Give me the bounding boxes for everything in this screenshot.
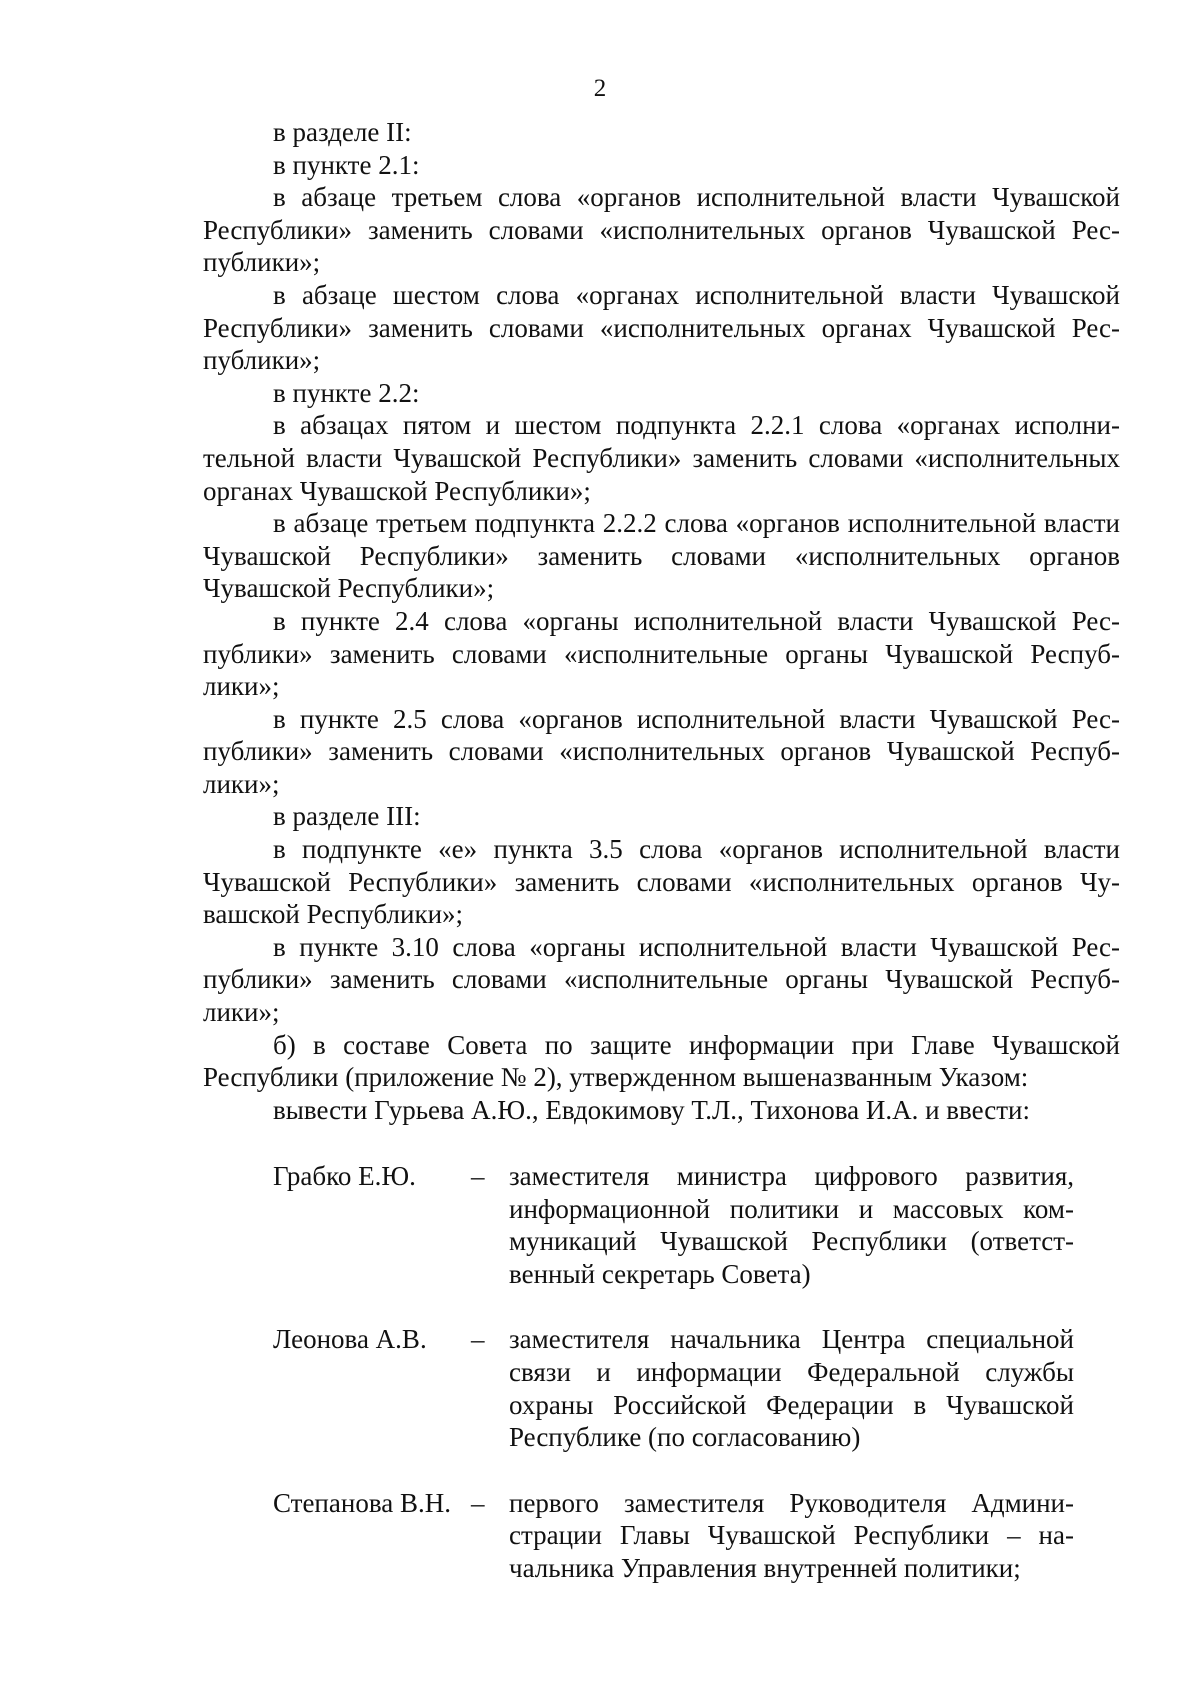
member-dash: – xyxy=(471,1161,485,1191)
council-members-list xyxy=(203,1160,1120,1618)
paragraph: в абзаце третьем подпункта 2.2.2 слова «органов исполнительной власти Чувашской Республики» заменить словами «исполнительных органов Чувашской Республики»; xyxy=(203,508,1120,604)
paragraph: в пункте 2.5 слова «органов исполнительной власти Чувашской Республики» заменить словами «исполнительных органов Чувашской Республики»; xyxy=(203,703,1120,799)
paragraph: в абзаце шестом слова «органах исполнительной власти Чувашской Республики» заменить словами «исполнительных органах Чувашской Республики»; xyxy=(203,279,1120,376)
member-position: заместителя начальника Центра специальной связи и информации Федеральной службы охраны Российской Федерации в Чувашской Республике (по согласованию) xyxy=(509,1324,1074,1453)
member-dash: – xyxy=(471,1487,485,1518)
paragraph-remove-add: вывести Гурьева А.Ю., Евдокимову Т.Л., Тихонова И.А. и ввести: xyxy=(273,1094,1031,1125)
paragraph-council-composition: б) в составе Совета по защите информации при Главе Чувашской Республики (приложение № 2), утвержденном вышеназванным Указом: xyxy=(203,1029,1120,1093)
paragraph-item-2-1: в пункте 2.1: xyxy=(273,149,420,180)
paragraph-item-2-2: в пункте 2.2: xyxy=(273,377,420,408)
member-position: заместителя министра цифрового развития, информационной политики и массовых коммуникаций Чувашской Республики (ответственный секретарь Совета) xyxy=(509,1161,1074,1289)
paragraph: в абзацах пятом и шестом подпункта 2.2.1 слова «органах исполнительной власти Чувашской Республики» заменить словами «исполнительных органах Чувашской Республики»; xyxy=(203,410,1120,506)
member-entry xyxy=(203,1487,1120,1585)
paragraph: в пункте 3.10 слова «органы исполнительной власти Чувашской Республики» заменить словами «исполнительные органы Чувашской Республики»; xyxy=(203,931,1120,1028)
member-name: Леонова А.В. xyxy=(273,1324,427,1355)
paragraph: в подпункте «е» пункта 3.5 слова «органов исполнительной власти Чувашской Республики» заменить словами «исполнительных органов Чувашской Республики»; xyxy=(203,834,1120,930)
page-number: 2 xyxy=(593,75,607,102)
paragraph-section-3: в разделе III: xyxy=(273,801,421,832)
member-name: Грабко Е.Ю. xyxy=(273,1161,416,1191)
paragraph: в абзаце третьем слова «органов исполнительной власти Чувашской Республики» заменить словами «исполнительных органов Чувашской Республики»; xyxy=(203,182,1120,278)
member-entry xyxy=(203,1160,1120,1290)
paragraph: в пункте 2.4 слова «органы исполнительной власти Чувашской Республики» заменить словами «исполнительные органы Чувашской Республики»; xyxy=(203,605,1120,702)
document-body xyxy=(203,116,1120,1126)
paragraph-section-2: в разделе II: xyxy=(273,117,412,147)
member-position: первого заместителя Руководителя Администрации Главы Чувашской Республики – начальника Управления внутренней политики; xyxy=(509,1487,1074,1583)
member-entry xyxy=(203,1323,1120,1453)
member-dash: – xyxy=(471,1324,485,1355)
member-name: Степанова В.Н. xyxy=(273,1487,451,1518)
